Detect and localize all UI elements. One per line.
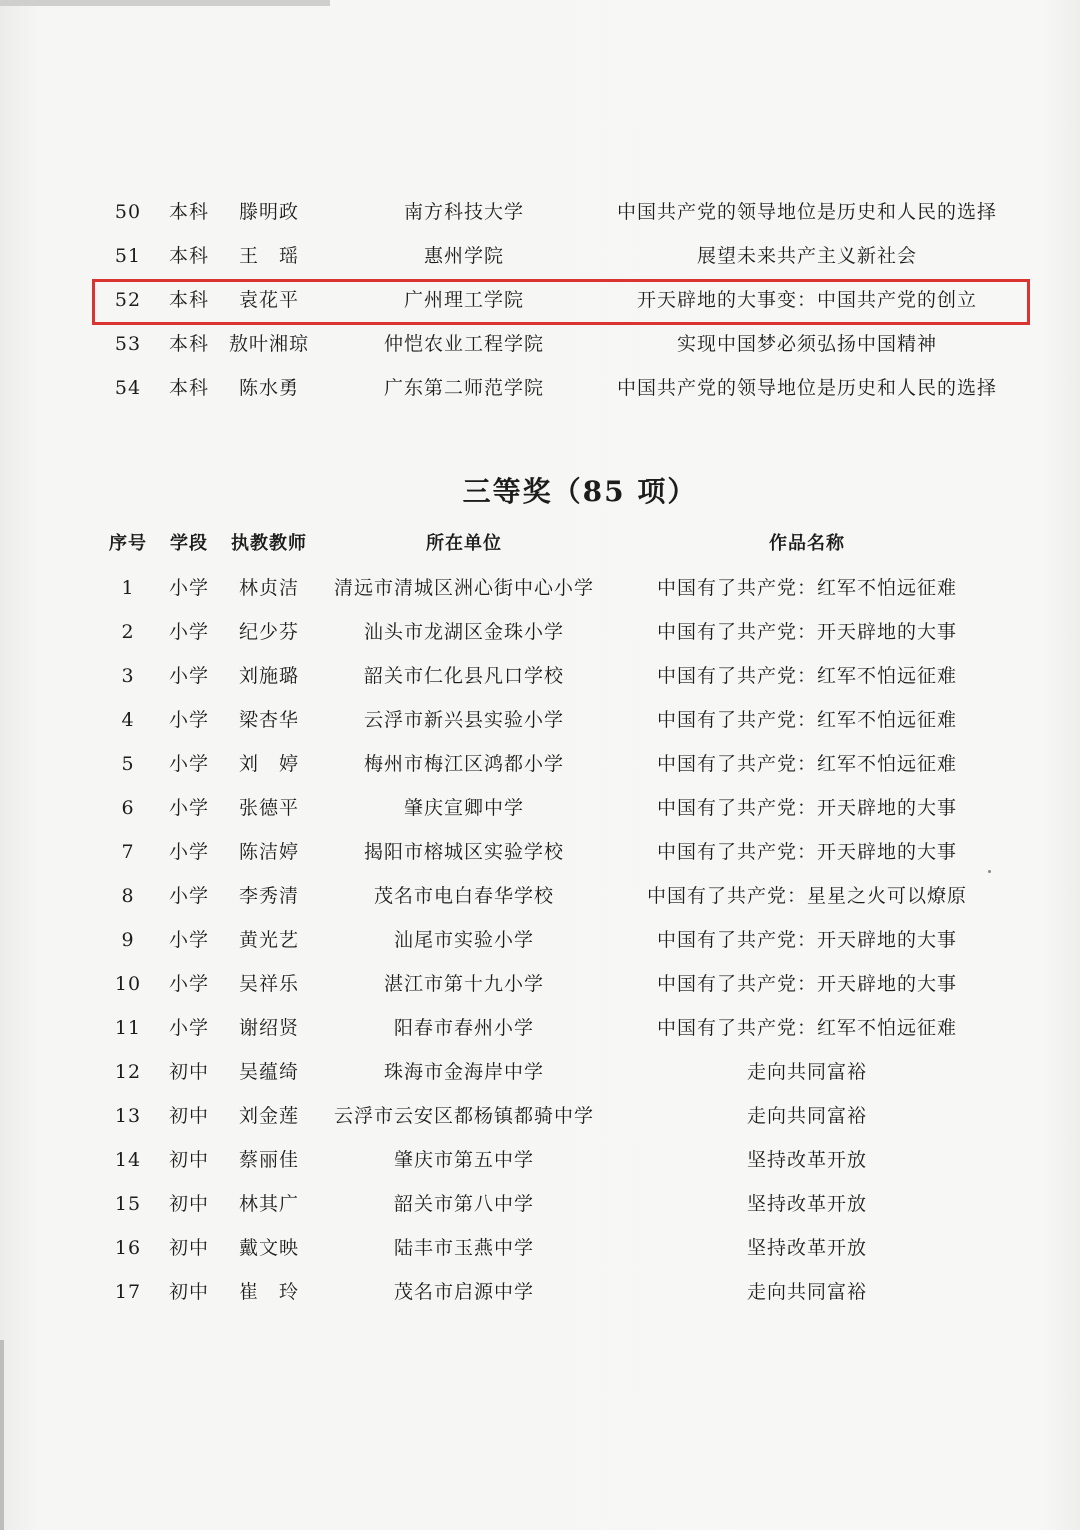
row-unit: 肇庆市第五中学: [393, 1149, 534, 1171]
row-title: 走向共同富裕: [746, 1061, 867, 1083]
row-stage: 本科: [168, 289, 209, 311]
row-stage: 初中: [168, 1105, 209, 1127]
row-stage: 小学: [168, 973, 209, 995]
table-row: [0, 698, 1080, 742]
row-title: 坚持改革开放: [746, 1149, 867, 1171]
row-title: 中国有了共产党：红军不怕远征难: [656, 577, 957, 599]
scan-edge-top: [0, 0, 330, 6]
row-title: 中国有了共产党：开天辟地的大事: [656, 973, 957, 995]
table-row: [0, 1050, 1080, 1094]
row-unit: 茂名市启源中学: [393, 1281, 534, 1303]
table-row: [0, 962, 1080, 1006]
table-row: [0, 874, 1080, 918]
row-unit: 茂名市电白春华学校: [373, 885, 554, 907]
row-teacher: 纪少芬: [238, 621, 299, 643]
row-number: 1: [121, 577, 135, 599]
table-row: [0, 1270, 1080, 1314]
row-stage: 小学: [168, 841, 209, 863]
row-stage: 本科: [168, 333, 209, 355]
row-teacher: 吴祥乐: [238, 973, 299, 995]
table-row: [0, 654, 1080, 698]
third-prize-table: [0, 566, 1080, 1314]
scan-edge-left: [0, 1340, 4, 1530]
row-title: 中国有了共产党：红军不怕远征难: [656, 665, 957, 687]
row-title: 中国共产党的领导地位是历史和人民的选择: [616, 377, 997, 399]
section-title: 三等奖（85 项）: [462, 475, 698, 508]
row-title: 实现中国梦必须弘扬中国精神: [676, 333, 937, 355]
row-teacher: 王 瑶: [238, 245, 299, 267]
row-stage: 小学: [168, 885, 209, 907]
table-row: [0, 190, 1080, 234]
row-unit: 惠州学院: [423, 245, 504, 267]
highlight-box: [92, 279, 1030, 325]
row-title: 中国有了共产党：红军不怕远征难: [656, 709, 957, 731]
row-teacher: 谢绍贤: [238, 1017, 299, 1039]
row-stage: 小学: [168, 709, 209, 731]
row-title: 中国有了共产党：红军不怕远征难: [656, 753, 957, 775]
row-number: 50: [114, 201, 142, 223]
row-number: 15: [114, 1193, 142, 1215]
row-unit: 云浮市新兴县实验小学: [363, 709, 564, 731]
row-unit: 南方科技大学: [403, 201, 524, 223]
row-unit: 肇庆宣卿中学: [403, 797, 524, 819]
scan-speck: [988, 870, 991, 873]
row-stage: 初中: [168, 1061, 209, 1083]
row-unit: 韶关市仁化县凡口学校: [363, 665, 564, 687]
row-title: 坚持改革开放: [746, 1193, 867, 1215]
row-unit: 梅州市梅江区鸿都小学: [363, 753, 564, 775]
row-title: 中国有了共产党：开天辟地的大事: [656, 621, 957, 643]
row-teacher: 林贞洁: [238, 577, 299, 599]
row-unit: 云浮市云安区都杨镇都骑中学: [333, 1105, 594, 1127]
table-row: [0, 234, 1080, 278]
row-teacher: 戴文映: [238, 1237, 299, 1259]
table-row: [0, 610, 1080, 654]
table-row: [0, 1006, 1080, 1050]
table-row: [0, 918, 1080, 962]
header-stage: 学段: [170, 533, 208, 554]
row-number: 6: [121, 797, 135, 819]
header-teacher: 执教教师: [231, 533, 307, 554]
row-number: 11: [114, 1017, 142, 1039]
row-stage: 小学: [168, 621, 209, 643]
header-unit: 所在单位: [426, 533, 502, 554]
table-row: [0, 366, 1080, 410]
row-stage: 本科: [168, 245, 209, 267]
row-unit: 陆丰市玉燕中学: [393, 1237, 534, 1259]
row-stage: 小学: [168, 753, 209, 775]
row-teacher: 刘施璐: [238, 665, 299, 687]
row-number: 7: [121, 841, 135, 863]
row-teacher: 刘金莲: [238, 1105, 299, 1127]
row-teacher: 黄光艺: [238, 929, 299, 951]
row-title: 展望未来共产主义新社会: [696, 245, 917, 267]
row-stage: 初中: [168, 1281, 209, 1303]
row-number: 5: [121, 753, 135, 775]
row-unit: 广州理工学院: [403, 289, 524, 311]
row-number: 51: [114, 245, 142, 267]
row-teacher: 滕明政: [238, 201, 299, 223]
row-number: 8: [121, 885, 135, 907]
table-row: [0, 1226, 1080, 1270]
row-unit: 仲恺农业工程学院: [383, 333, 544, 355]
row-number: 12: [114, 1061, 142, 1083]
row-teacher: 袁花平: [238, 289, 299, 311]
table-row: [0, 786, 1080, 830]
row-teacher: 崔 玲: [238, 1281, 299, 1303]
row-teacher: 陈水勇: [238, 377, 299, 399]
row-stage: 本科: [168, 201, 209, 223]
table-row: [0, 742, 1080, 786]
row-teacher: 梁杏华: [238, 709, 299, 731]
row-unit: 广东第二师范学院: [383, 377, 544, 399]
row-teacher: 蔡丽佳: [238, 1149, 299, 1171]
row-stage: 小学: [168, 929, 209, 951]
row-stage: 小学: [168, 665, 209, 687]
row-stage: 初中: [168, 1193, 209, 1215]
row-title: 中国有了共产党：红军不怕远征难: [656, 1017, 957, 1039]
header-title: 作品名称: [769, 533, 845, 554]
row-number: 13: [114, 1105, 142, 1127]
row-number: 53: [114, 333, 142, 355]
row-unit: 湛江市第十九小学: [383, 973, 544, 995]
row-stage: 初中: [168, 1237, 209, 1259]
row-stage: 小学: [168, 577, 209, 599]
table-row: [0, 1138, 1080, 1182]
row-teacher: 林其广: [238, 1193, 299, 1215]
row-title: 中国有了共产党：星星之火可以燎原: [646, 885, 967, 907]
row-title: 走向共同富裕: [746, 1281, 867, 1303]
row-number: 4: [121, 709, 135, 731]
row-number: 54: [114, 377, 142, 399]
row-stage: 本科: [168, 377, 209, 399]
row-number: 16: [114, 1237, 142, 1259]
row-title: 走向共同富裕: [746, 1105, 867, 1127]
row-number: 2: [121, 621, 135, 643]
table-row: [0, 830, 1080, 874]
table-row: [0, 566, 1080, 610]
row-title: 中国有了共产党：开天辟地的大事: [656, 929, 957, 951]
row-title: 中国共产党的领导地位是历史和人民的选择: [616, 201, 997, 223]
row-title: 开天辟地的大事变：中国共产党的创立: [636, 289, 977, 311]
table-row: [0, 1094, 1080, 1138]
row-teacher: 李秀清: [238, 885, 299, 907]
row-unit: 清远市清城区洲心街中心小学: [333, 577, 594, 599]
row-teacher: 敖叶湘琼: [228, 333, 309, 355]
row-unit: 阳春市春州小学: [393, 1017, 534, 1039]
row-number: 9: [121, 929, 135, 951]
row-teacher: 刘 婷: [238, 753, 299, 775]
table-row: [0, 1182, 1080, 1226]
row-stage: 小学: [168, 1017, 209, 1039]
row-title: 中国有了共产党：开天辟地的大事: [656, 797, 957, 819]
row-title: 坚持改革开放: [746, 1237, 867, 1259]
row-number: 52: [114, 289, 142, 311]
row-teacher: 张德平: [238, 797, 299, 819]
row-unit: 汕头市龙湖区金珠小学: [363, 621, 564, 643]
row-unit: 揭阳市榕城区实验学校: [363, 841, 564, 863]
row-title: 中国有了共产党：开天辟地的大事: [656, 841, 957, 863]
row-stage: 初中: [168, 1149, 209, 1171]
row-number: 14: [114, 1149, 142, 1171]
row-unit: 韶关市第八中学: [393, 1193, 534, 1215]
row-number: 10: [114, 973, 142, 995]
row-stage: 小学: [168, 797, 209, 819]
row-number: 17: [114, 1281, 142, 1303]
row-unit: 珠海市金海岸中学: [383, 1061, 544, 1083]
row-teacher: 吴蕴绮: [238, 1061, 299, 1083]
row-number: 3: [121, 665, 135, 687]
row-unit: 汕尾市实验小学: [393, 929, 534, 951]
header-number: 序号: [109, 533, 147, 554]
table-header: [0, 522, 1080, 566]
table-row: [0, 322, 1080, 366]
row-teacher: 陈洁婷: [238, 841, 299, 863]
